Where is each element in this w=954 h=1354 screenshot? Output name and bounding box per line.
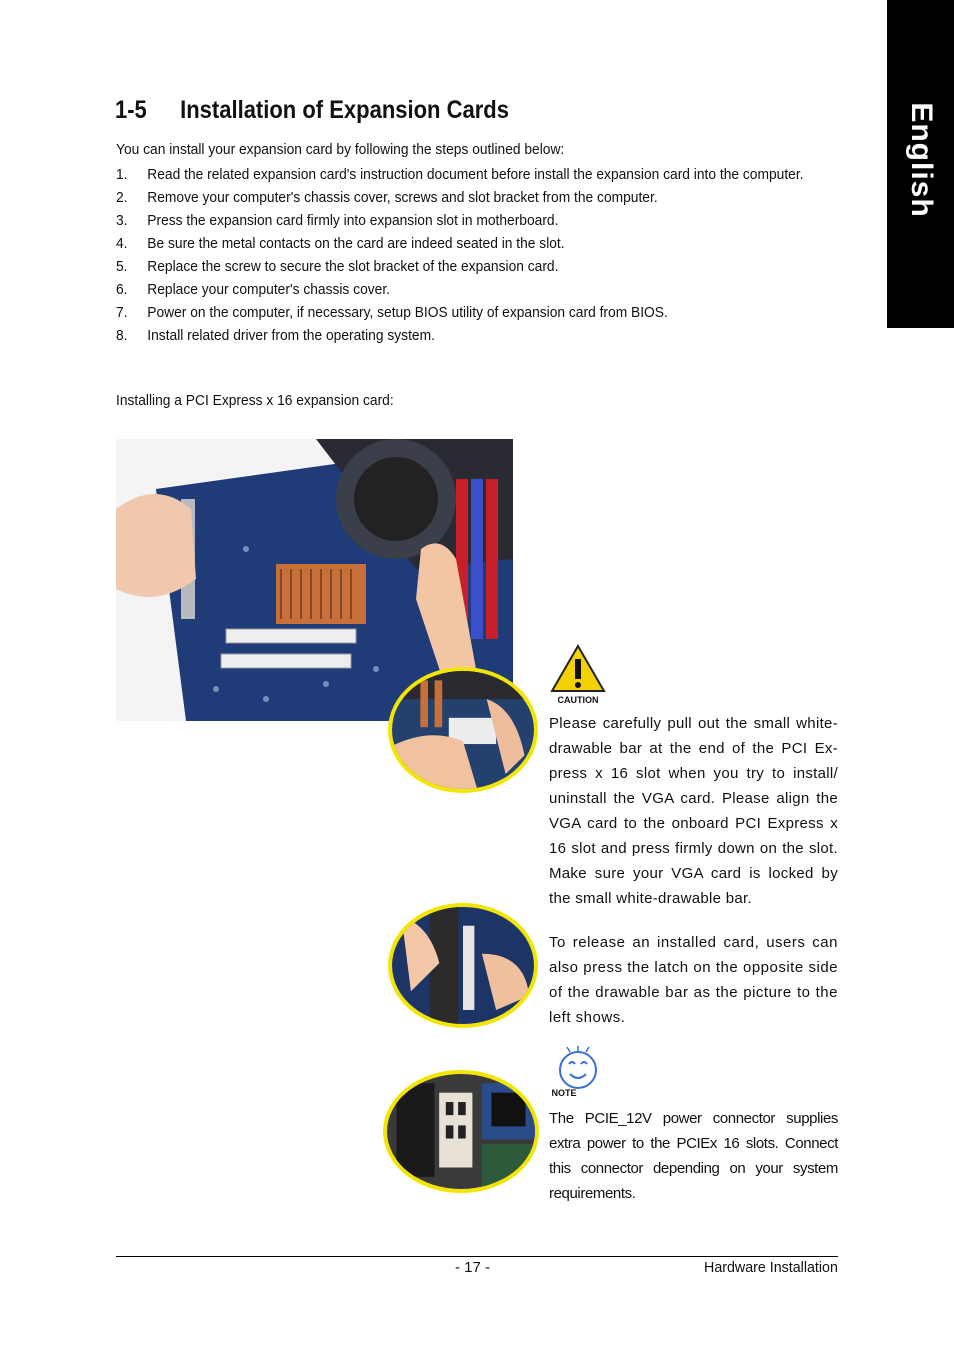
- list-item: [116, 301, 815, 324]
- step-number: 2.: [116, 189, 128, 206]
- intro-text: You can install your expansion card by following the steps outlined below:: [116, 141, 565, 158]
- list-item: [116, 278, 815, 301]
- language-tab: [887, 0, 954, 328]
- step-number: 7.: [116, 304, 128, 321]
- step-text: Read the related expansion card's instruction document before install the expansion card into the computer.: [147, 166, 804, 183]
- step-text: Install related driver from the operating system.: [147, 327, 435, 344]
- list-item: [116, 186, 815, 209]
- section-title: [115, 96, 509, 125]
- step-number: 8.: [116, 327, 128, 344]
- step-number: 3.: [116, 212, 128, 229]
- steps-list: [116, 163, 815, 347]
- step-text: Power on the computer, if necessary, setup BIOS utility of expansion card from BIOS.: [147, 304, 668, 321]
- power-connector-photo: [383, 1070, 539, 1193]
- step-text: Replace your computer's chassis cover.: [147, 281, 390, 298]
- release-text: To release an installed card, users can also press the latch on the opposite side of the drawable bar as the picture to the left shows.: [549, 934, 838, 1026]
- footer-divider: [116, 1256, 838, 1257]
- note-icon: [548, 1046, 606, 1098]
- caution-icon-label: CAUTION: [557, 695, 599, 705]
- note-icon-label: NOTE: [551, 1088, 577, 1098]
- step-number: 1.: [116, 166, 128, 183]
- pci-install-label: Installing a PCI Express x 16 expansion card:: [116, 392, 394, 409]
- latch-closeup-photo: [388, 667, 538, 793]
- list-item: [116, 163, 815, 186]
- list-item: [116, 255, 815, 278]
- list-item: [116, 209, 815, 232]
- step-text: Be sure the metal contacts on the card are indeed seated in the slot.: [147, 235, 565, 252]
- caution-text: Please carefully pull out the small white-drawable bar at the end of the PCI Ex-press x 16 slot when you try to install/ uninstall the VGA card. Please align the VGA card to the onboard PCI Express x 16 slot and press firmly down on the slot. Make sure your VGA card is locked by the small white-drawable bar.: [549, 715, 838, 907]
- step-text: Press the expansion card firmly into expansion slot in motherboard.: [147, 212, 559, 229]
- caution-icon: [550, 644, 606, 706]
- language-tab-label: English: [904, 102, 938, 218]
- step-text: Remove your computer's chassis cover, screws and slot bracket from the computer.: [147, 189, 658, 206]
- step-text: Replace the screw to secure the slot bracket of the expansion card.: [147, 258, 559, 275]
- list-item: [116, 232, 815, 255]
- step-number: 5.: [116, 258, 128, 275]
- release-latch-photo: [388, 903, 538, 1028]
- list-item: [116, 324, 815, 347]
- step-number: 4.: [116, 235, 128, 252]
- section-number: 1-5: [115, 96, 147, 124]
- note-text: The PCIE_12V power connector supplies extra power to the PCIEx 16 slots. Connect this connector depending on your system requirements.: [549, 1110, 838, 1202]
- section-title-text: Installation of Expansion Cards: [180, 96, 509, 124]
- footer-section-name: Hardware Installation: [704, 1259, 838, 1276]
- page-number: - 17 -: [455, 1259, 491, 1276]
- step-number: 6.: [116, 281, 128, 298]
